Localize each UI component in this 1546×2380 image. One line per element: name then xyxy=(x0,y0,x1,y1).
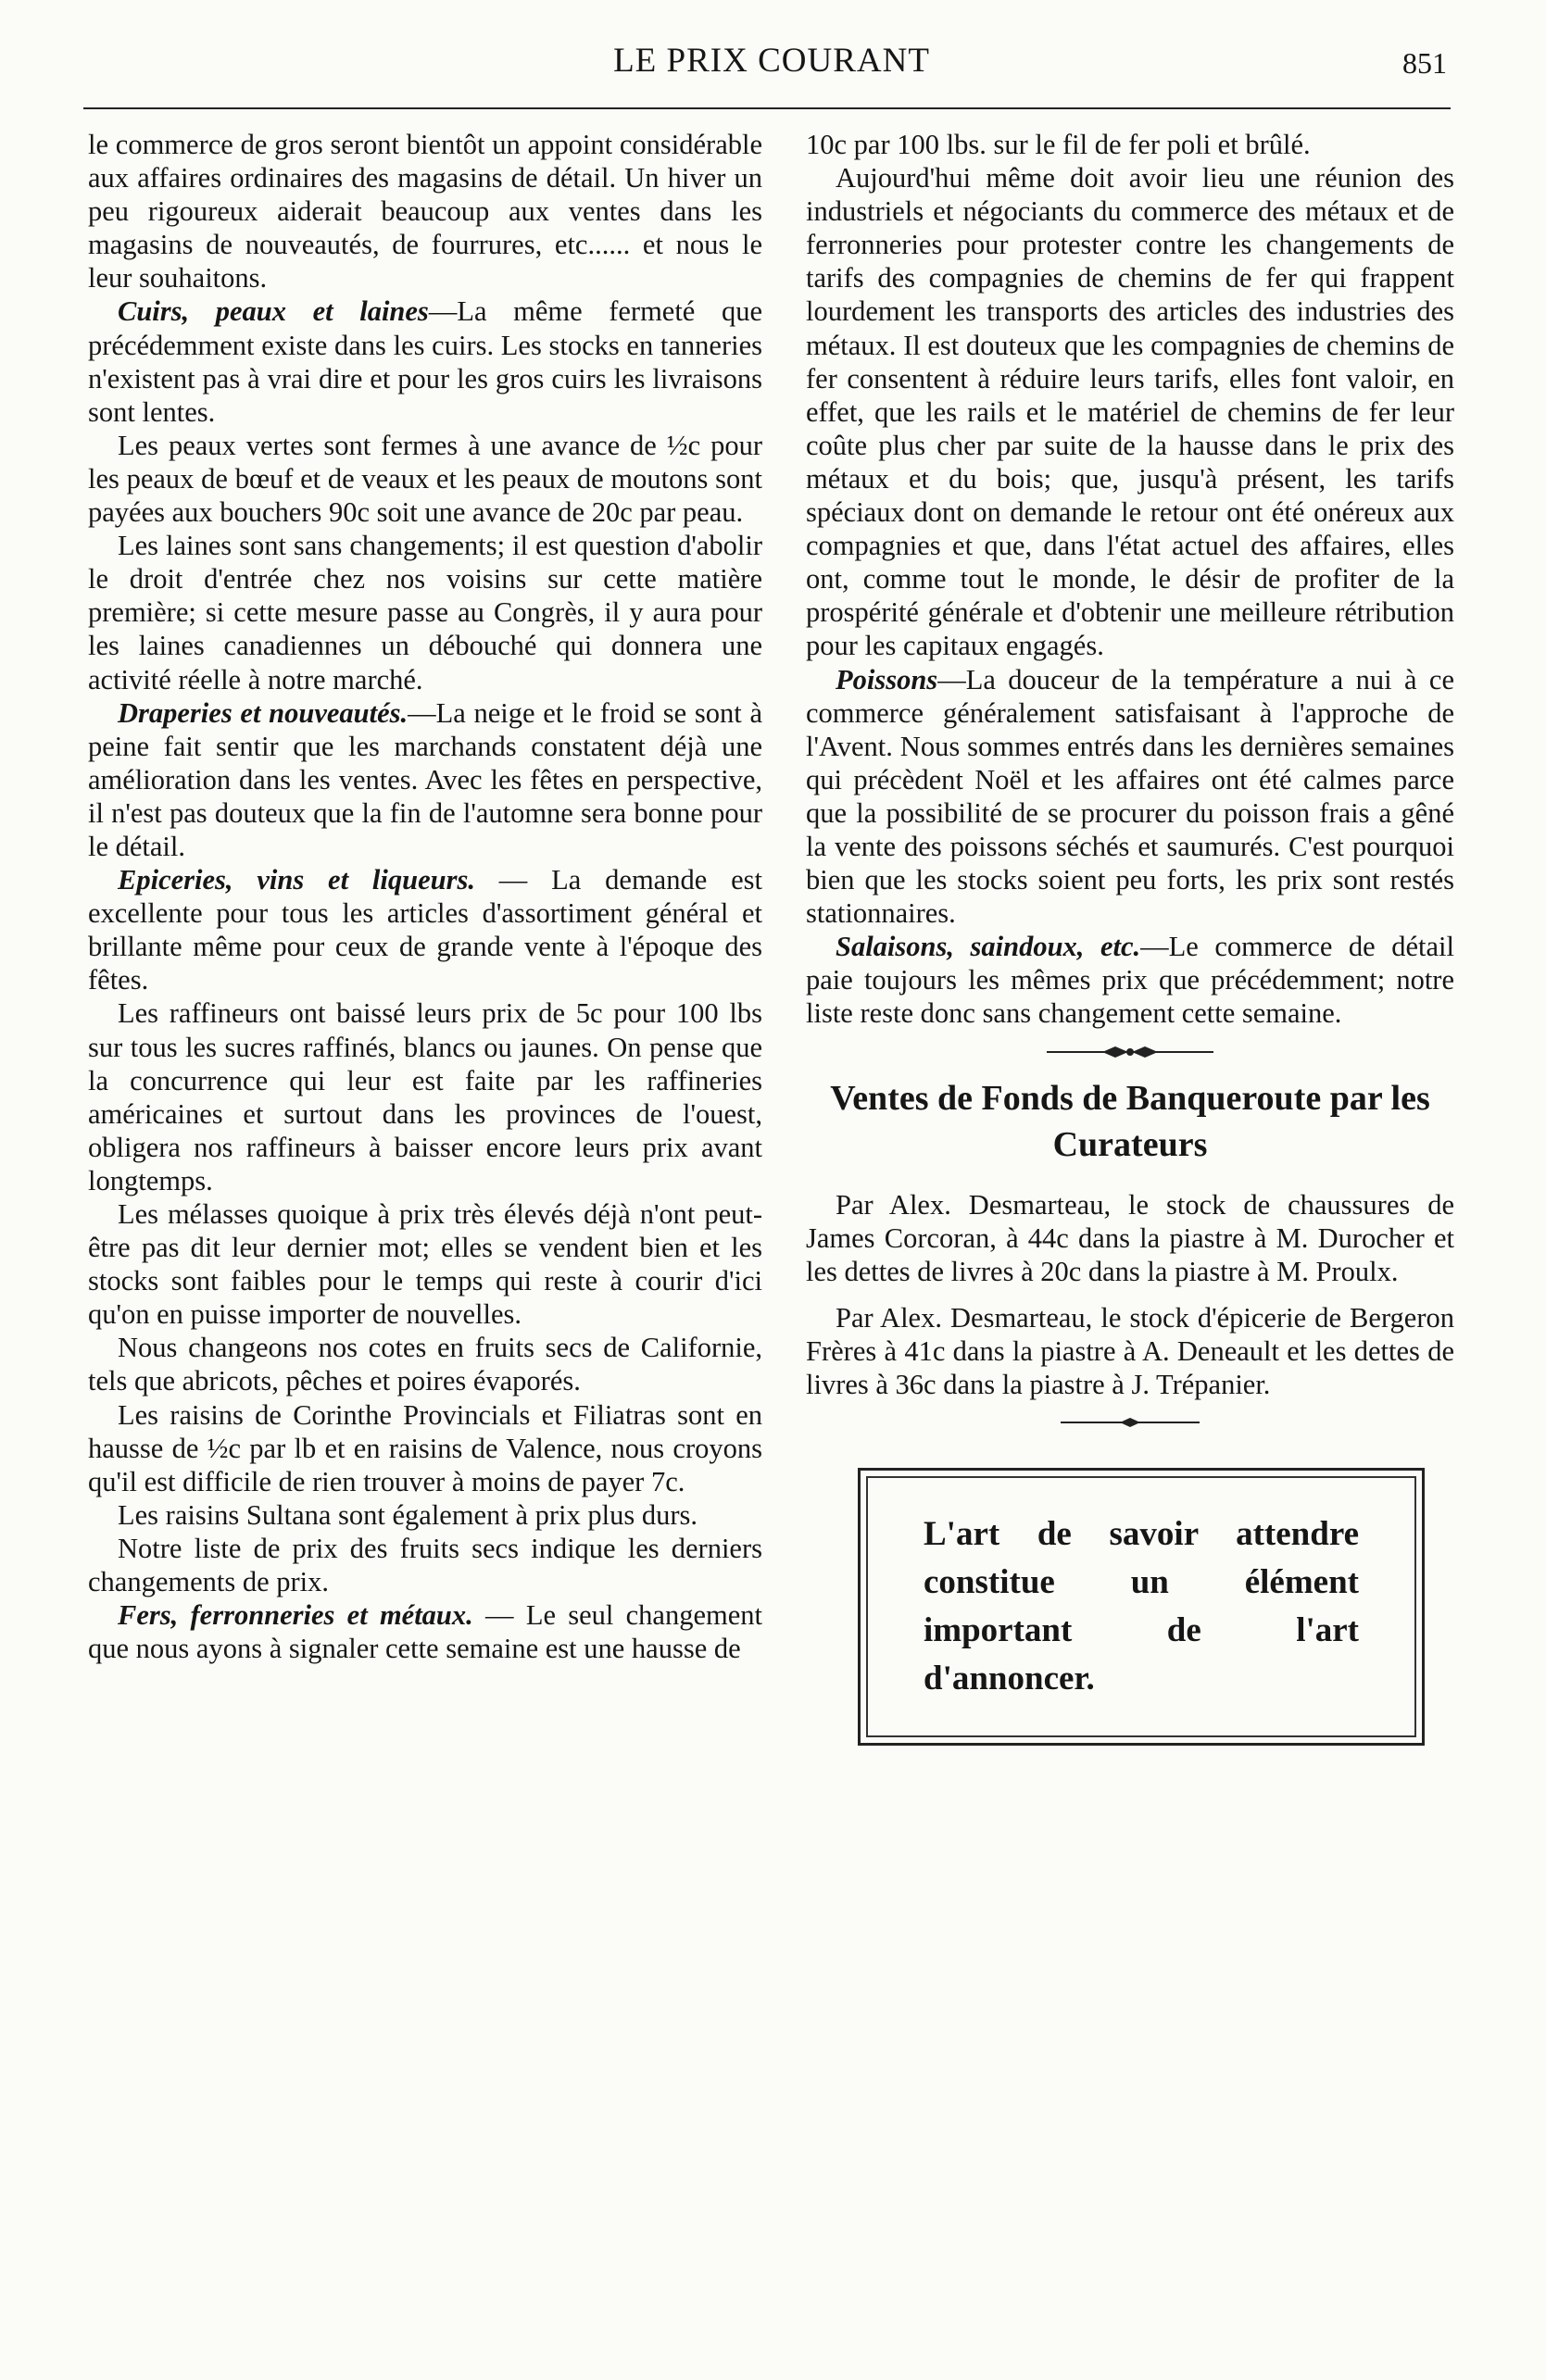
paragraph-text: —La neige et le froid se sont à peine fait sentir que les marchands constatent déjà une amélioration dans les ventes. Avec les fêtes en perspective, il n'est pas douteux que la fin de l'automne sera bonne pour le détail. xyxy=(88,696,762,862)
article-paragraph xyxy=(88,294,762,428)
article-paragraph xyxy=(88,1532,762,1598)
article-paragraph xyxy=(88,1331,762,1397)
paragraph-text: — Le seul changement que nous ayons à signaler cette semaine est une hausse de xyxy=(88,1599,762,1665)
paragraph-text: —La même fermeté que précédemment existe dans les cuirs. Les stocks en tanneries n'existent pas à vrai dire et pour les gros cuirs les livraisons sont lentes. xyxy=(88,295,762,428)
section-lead: Draperies et nouveautés. xyxy=(118,696,408,729)
article-paragraph xyxy=(88,996,762,1197)
paragraph-text: Les peaux vertes sont fermes à une avance de ½c pour les peaux de bœuf et de veaux et les peaux de moutons sont payées aux bouchers 90c soit une avance de 20c par peau. xyxy=(88,429,762,529)
right-column xyxy=(806,128,1454,1746)
article-paragraph xyxy=(88,1598,762,1665)
sale-notice: Par Alex. Desmarteau, le stock de chaussures de James Corcoran, à 44c dans la piastre à M. Durocher et les dettes de livres à 20c dans la piastre à M. Proulx. xyxy=(806,1188,1454,1287)
advertisement-text: L'art de savoir attendre constitue un élément important de l'art d'annoncer. xyxy=(924,1515,1359,1698)
paragraph-text: Les raisins de Corinthe Provincials et Filiatras sont en hausse de ½c par lb et en raisins de Valence, nous croyons qu'il est difficile de rien trouver à moins de payer 7c. xyxy=(88,1398,762,1497)
section-divider-ornament xyxy=(806,1401,1454,1444)
paragraph-text: Les raisins Sultana sont également à prix plus durs. xyxy=(118,1498,698,1531)
article-paragraph xyxy=(88,429,762,529)
article-paragraph xyxy=(88,863,762,996)
running-title: LE PRIX COURANT xyxy=(613,42,930,80)
page-number: 851 xyxy=(1402,46,1447,80)
section-lead: Salaisons, saindoux, etc. xyxy=(836,931,1141,963)
paragraph-text: Nous changeons nos cotes en fruits secs de Californie, tels que abricots, pêches et poires évaporés. xyxy=(88,1332,762,1397)
article-paragraph xyxy=(806,128,1454,161)
left-column xyxy=(88,128,762,1665)
paragraph-text: Notre liste de prix des fruits secs indique les derniers changements de prix. xyxy=(88,1532,762,1598)
paragraph-text: Les laines sont sans changements; il est question d'abolir le droit d'entrée chez nos voisins sur cette matière première; si cette mesure passe au Congrès, il y aura pour les laines canadiennes un débouché qui donnera une activité réelle à notre marché. xyxy=(88,530,762,695)
article-paragraph xyxy=(806,161,1454,662)
sale-notice: Par Alex. Desmarteau, le stock d'épicerie de Bergeron Frères à 41c dans la piastre à A. Deneault et les dettes de livres à 36c dans la piastre à J. Trépanier. xyxy=(806,1301,1454,1400)
paragraph-text: Les raffineurs ont baissé leurs prix de 5c pour 100 lbs sur tous les sucres raffinés, blancs ou jaunes. On pense que la concurrence qui leur est faite par les raffineries américaines et surtout dans les provinces de l'ouest, obligera nos raffineurs à baisser encore leurs prix avant longtemps. xyxy=(88,997,762,1196)
section-heading: Ventes de Fonds de Banqueroute par les Curateurs xyxy=(830,1078,1430,1164)
paragraph-text: le commerce de gros seront bientôt un appoint considérable aux affaires ordinaires des magasins de détail. Un hiver un peu rigoureux aiderait beaucoup aux ventes dans les magasins de nouveautés, de fourrures, etc...... et nous le leur souhaitons. xyxy=(88,129,762,294)
section-lead: Cuirs, peaux et laines xyxy=(118,295,429,328)
section-lead: Fers, ferronneries et métaux. xyxy=(118,1599,473,1632)
article-paragraph xyxy=(806,930,1454,1030)
article-paragraph xyxy=(88,1398,762,1498)
header-rule xyxy=(83,107,1451,109)
paragraph-text: 10c par 100 lbs. sur le fil de fer poli et brûlé. xyxy=(806,129,1311,160)
section-divider-ornament xyxy=(806,1031,1454,1073)
article-paragraph xyxy=(88,529,762,695)
paragraph-text: —Le commerce de détail paie toujours les mêmes prix que précédemment; notre liste reste donc sans changement cette semaine. xyxy=(806,931,1454,1030)
page-header xyxy=(93,37,1451,102)
section-lead: Epiceries, vins et liqueurs. xyxy=(118,864,475,896)
paragraph-text: Aujourd'hui même doit avoir lieu une réunion des industriels et négociants du commerce des métaux et de ferronneries pour protester contre les changements de tarifs des compagnies de chemins de fer qui frappent lourdement les transports des articles des industries des métaux. Il est douteux que les compagnies de chemins de fer consentent à réduire leurs tarifs, elles font valoir, en effet, que les rails et le matériel de chemins de fer leur coûte plus cher par suite de la hausse dans le prix des métaux et du bois; que, jusqu'à présent, les tarifs spéciaux dont on demande le retour ont été onéreux aux compagnies et que, dans l'état actuel des affaires, elles ont, comme tout le monde, le désir de profiter de la prospérité générale et d'obtenir une meilleure rétribution pour les capitaux engagés. xyxy=(806,162,1454,662)
article-paragraph xyxy=(88,1197,762,1331)
paragraph-text: Les mélasses quoique à prix très élevés déjà n'ont peut-être pas dit leur dernier mot; elles se vendent bien et les stocks sont faibles pour le temps qui reste à courir d'ici qu'on en puisse importer de nouvelles. xyxy=(88,1198,762,1331)
paragraph-text: —La douceur de la température a nui à ce commerce généralement satisfaisant à l'approche de l'Avent. Nous sommes entrés dans les dernières semaines qui précèdent Noël et les affaires ont été calmes parce que la possibilité de se procurer du poisson frais a gêné la vente des poissons séchés et saumurés. C'est pourquoi bien que les stocks soient peu forts, les prix sont restés stationnaires. xyxy=(806,663,1454,930)
article-paragraph xyxy=(88,128,762,294)
article-paragraph xyxy=(88,696,762,863)
paragraph-text: — La demande est excellente pour tous les articles d'assortiment général et brillante même pour ceux de grande vente à l'époque des fêtes. xyxy=(88,864,762,996)
advertisement-box xyxy=(858,1468,1425,1746)
article-paragraph xyxy=(806,663,1454,931)
advertisement-frame xyxy=(866,1476,1416,1737)
section-lead: Poissons xyxy=(836,663,938,695)
article-paragraph xyxy=(88,1498,762,1532)
